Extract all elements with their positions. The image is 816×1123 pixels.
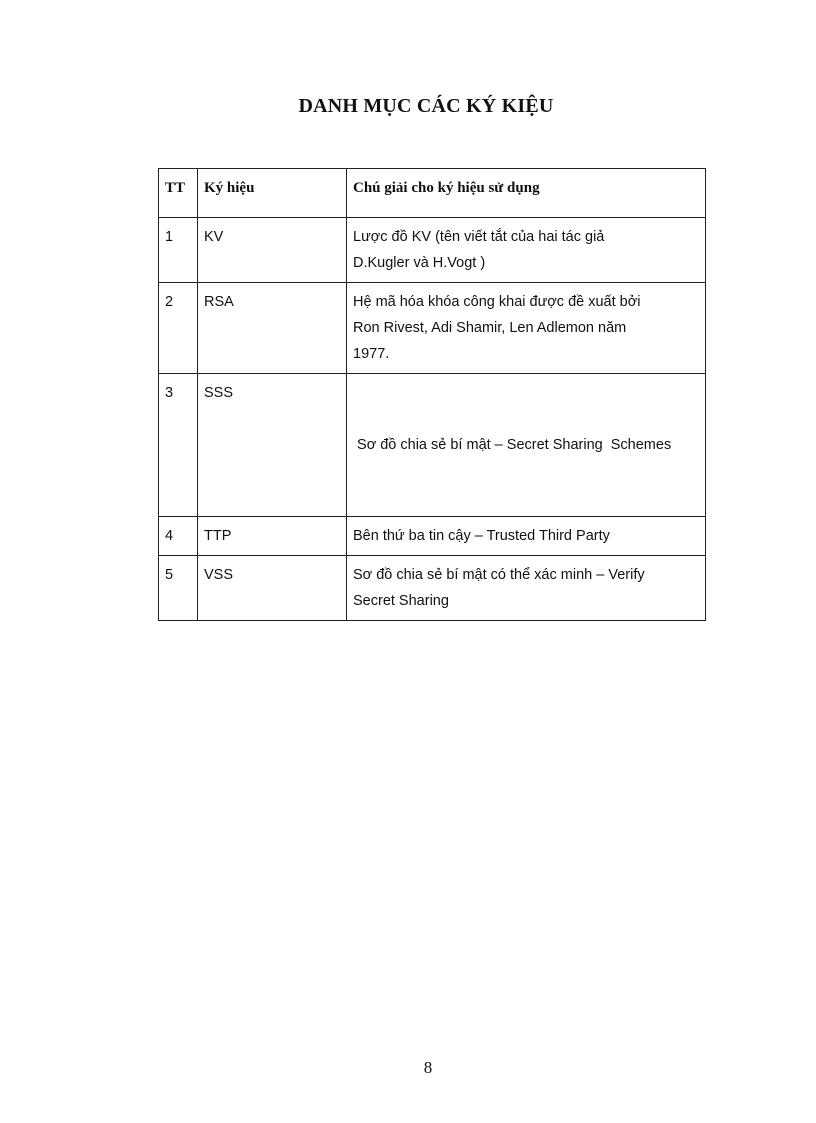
symbols-table [158,168,706,621]
row-number: 5 [159,556,198,621]
description-line: D.Kugler và H.Vogt ) [353,255,486,271]
table-header-row [159,169,706,218]
row-number: 3 [159,374,198,517]
table-row [159,218,706,283]
row-symbol: RSA [198,283,347,374]
description-line: Hệ mã hóa khóa công khai được đề xuất bởi [353,294,641,310]
row-symbol: TTP [198,517,347,556]
description-line: Ron Rivest, Adi Shamir, Len Adlemon năm [353,320,627,336]
header-description: Chú giải cho ký hiệu sử dụng [347,169,706,218]
row-symbol: VSS [198,556,347,621]
row-description [347,283,706,374]
row-number: 2 [159,283,198,374]
description-line: Sơ đồ chia sẻ bí mật có thể xác minh – Verify [353,567,645,583]
table-row [159,556,706,621]
table-row [159,517,706,556]
description-line: Lược đồ KV (tên viết tắt của hai tác giả [353,229,605,245]
row-symbol: KV [198,218,347,283]
row-description [347,218,706,283]
row-description [347,556,706,621]
row-symbol: SSS [198,374,347,517]
description-line: Bên thứ ba tin cậy – Trusted Third Party [353,528,610,544]
header-symbol: Ký hiệu [198,169,347,218]
page-number: 8 [423,1058,433,1077]
row-number: 1 [159,218,198,283]
description-line: Secret Sharing [353,593,449,609]
table-row [159,374,706,517]
table-row [159,283,706,374]
header-tt: TT [159,169,198,218]
row-number: 4 [159,517,198,556]
row-description [347,517,706,556]
row-description [347,374,706,517]
description-line: 1977. [353,346,390,362]
page-title: DANH MỤC CÁC KÝ KIỆU [298,95,554,117]
description-line: Sơ đồ chia sẻ bí mật – Secret Sharing Schemes [353,437,672,453]
